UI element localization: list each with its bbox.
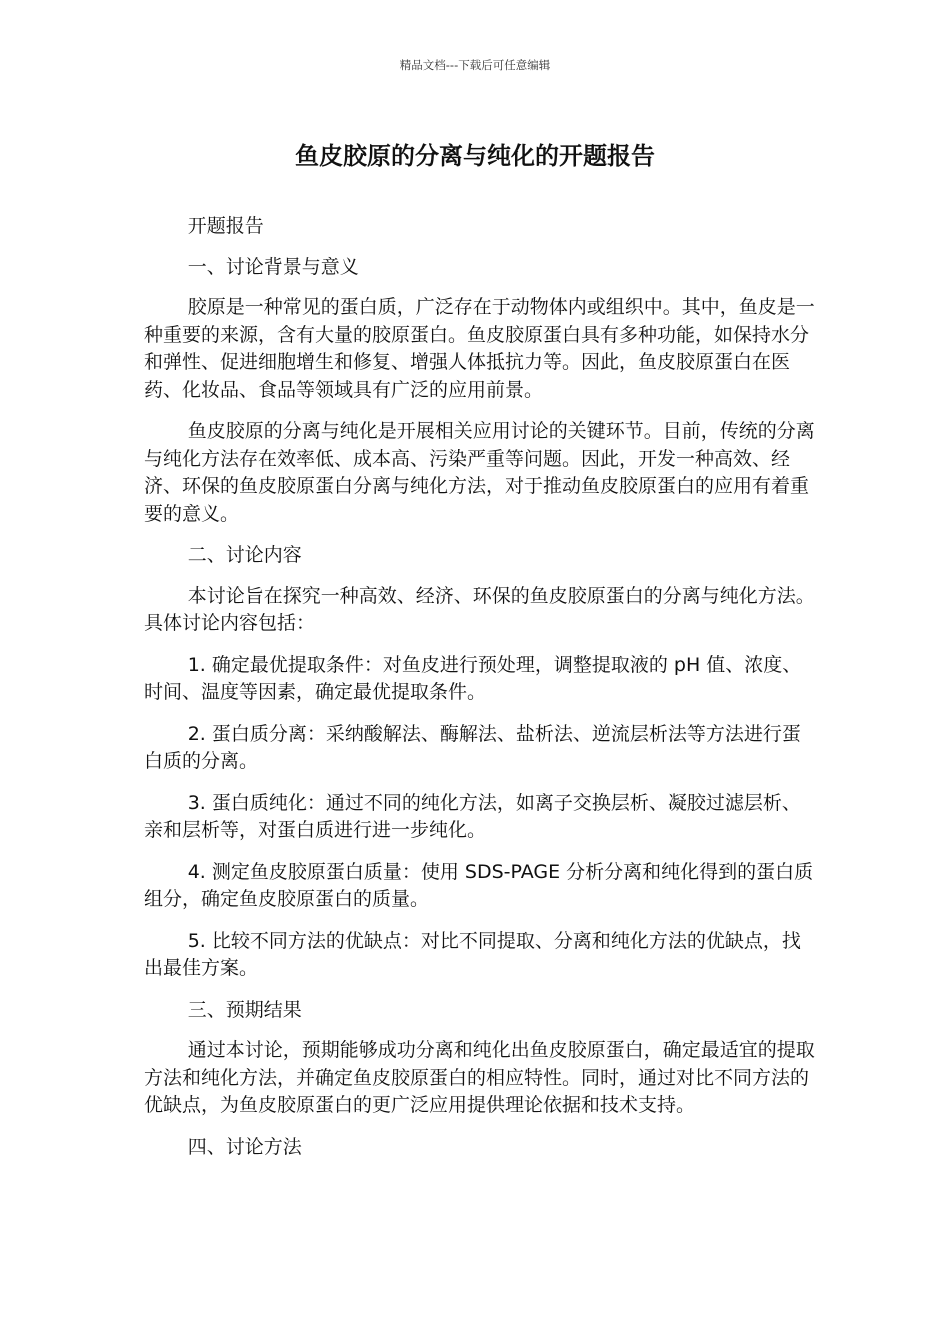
section-heading-content: 二、讨论内容 (187, 544, 302, 566)
list-item-1: 1. 确定最优提取条件：对鱼皮进行预处理，调整提取液的 pH 值、浓度、时间、温度等因素，确定最优提取条件。 (144, 653, 802, 703)
section-heading-background: 一、讨论背景与意义 (187, 255, 359, 278)
list-item-3: 3. 蛋白质纯化：通过不同的纯化方法，如离子交换层析、凝胶过滤层析、亲和层析等，对蛋白质进行进一步纯化。 (144, 791, 801, 841)
page-header-watermark: 精品文档---下载后可任意编辑 (399, 58, 551, 72)
report-label: 开题报告 (187, 215, 264, 237)
list-item-2: 2. 蛋白质分离：采纳酸解法、酶解法、盐析法、逆流层析法等方法进行蛋白质的分离。 (144, 722, 801, 772)
list-item-5: 5. 比较不同方法的优缺点：对比不同提取、分离和纯化方法的优缺点，找出最佳方案。 (144, 929, 801, 979)
paragraph-expected-results: 通过本讨论，预期能够成功分离和纯化出鱼皮胶原蛋白，确定最适宜的提取方法和纯化方法，并确定鱼皮胶原蛋白的相应特性。同时，通过对比不同方法的优缺点，为鱼皮胶原蛋白的更广泛应用提供理论依据和技术支持。 (144, 1039, 815, 1116)
list-item-4: 4. 测定鱼皮胶原蛋白质量：使用 SDS-PAGE 分析分离和纯化得到的蛋白质组分，确定鱼皮胶原蛋白的质量。 (144, 860, 814, 910)
paragraph-background-1: 胶原是一种常见的蛋白质，广泛存在于动物体内或组织中。其中，鱼皮是一种重要的来源，含有大量的胶原蛋白。鱼皮胶原蛋白具有多种功能，如保持水分和弹性、促进细胞增生和修复、增强人体抵抗力等。因此，鱼皮胶原蛋白在医药、化妆品、食品等领域具有广泛的应用前景。 (144, 296, 815, 401)
paragraph-content-intro: 本讨论旨在探究一种高效、经济、环保的鱼皮胶原蛋白的分离与纯化方法。具体讨论内容包括： (144, 584, 815, 634)
section-heading-expected-results: 三、预期结果 (187, 998, 302, 1021)
document-title: 鱼皮胶原的分离与纯化的开题报告 (295, 142, 655, 170)
document-body (144, 213, 816, 1174)
paragraph-background-2: 鱼皮胶原的分离与纯化是开展相关应用讨论的关键环节。目前，传统的分离与纯化方法存在效率低、成本高、污染严重等问题。因此，开发一种高效、经济、环保的鱼皮胶原蛋白分离与纯化方法，对于推动鱼皮胶原蛋白的应用有着重要的意义。 (144, 420, 815, 525)
section-heading-methods: 四、讨论方法 (187, 1135, 302, 1158)
